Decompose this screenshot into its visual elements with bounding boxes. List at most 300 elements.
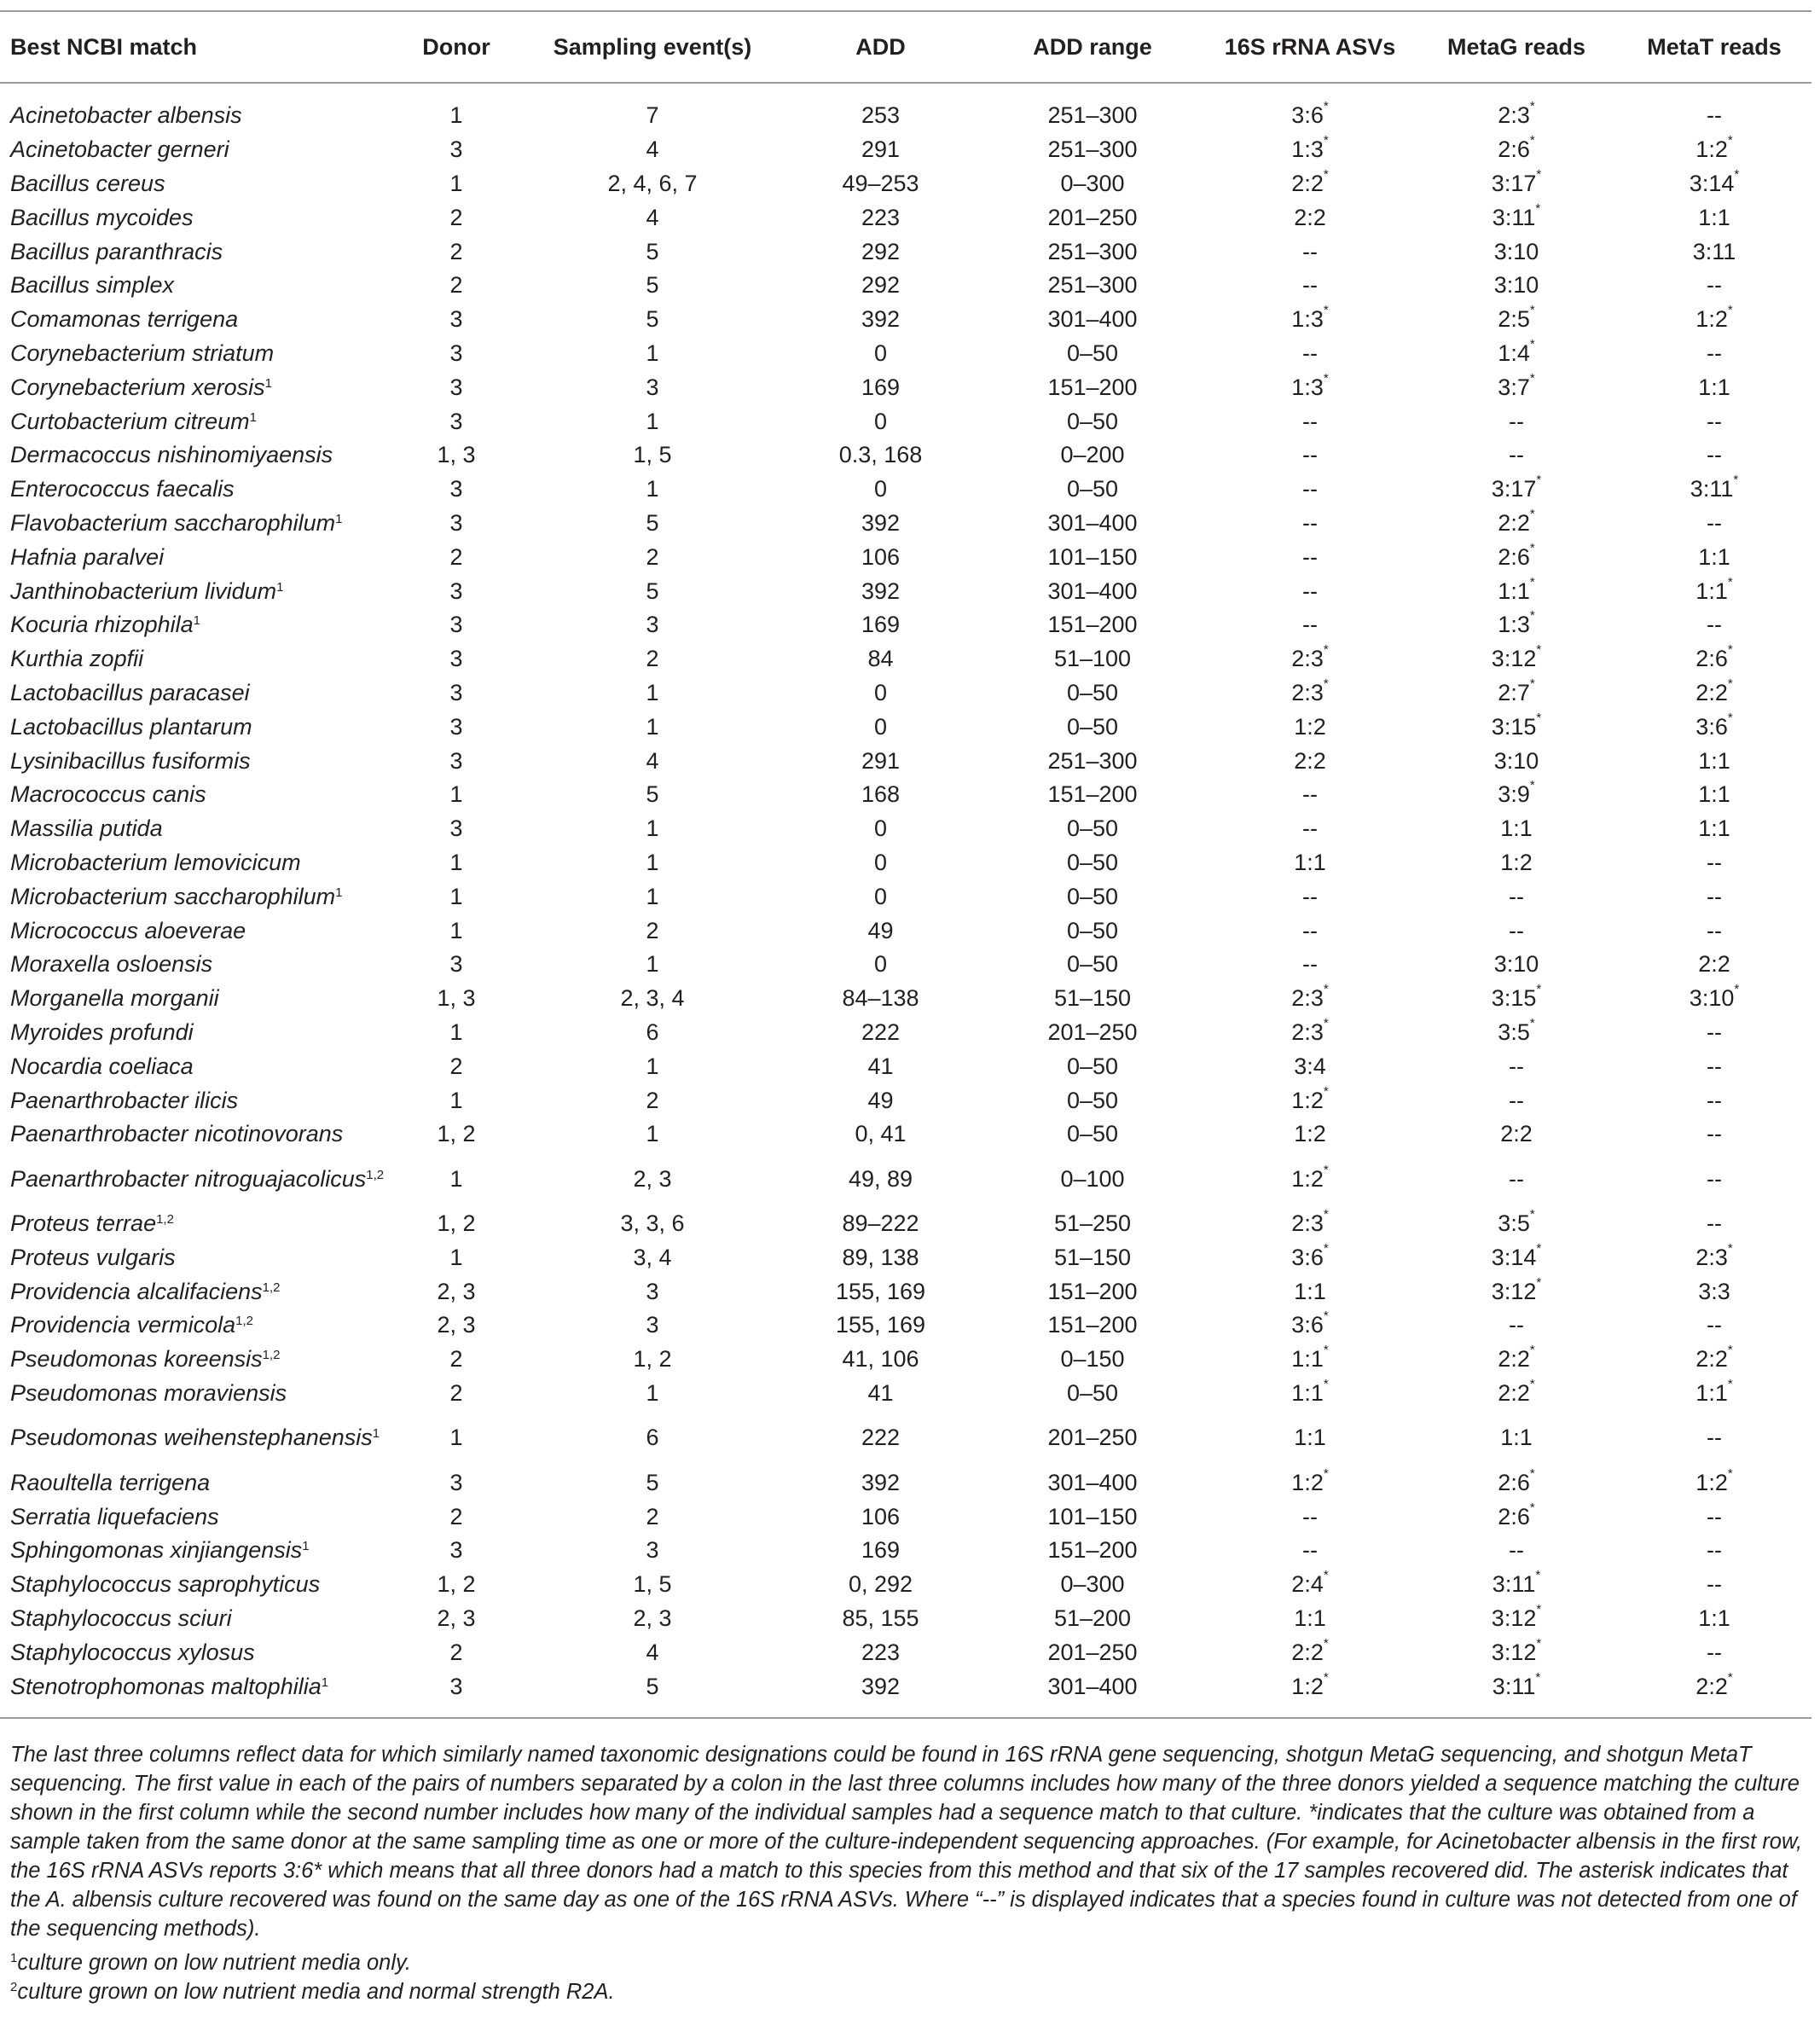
footnote-2-mark: 2 (10, 1980, 18, 1994)
add-cell: 0 (873, 849, 888, 875)
add-range-cell: 51–150 (1053, 1244, 1132, 1270)
metat-cell: 1:1 (1698, 815, 1730, 842)
sampling-events-cell: 5 (646, 509, 659, 536)
species-name-cell (0, 1669, 388, 1718)
asterisk-marker: * (1529, 540, 1535, 555)
add-cell: 0 (873, 340, 888, 366)
species-name: Sphingomonas xinjiangensis (10, 1537, 303, 1564)
asterisk-marker: * (1529, 778, 1535, 793)
add-range-cell: 0–50 (1066, 951, 1119, 978)
donor-cell: 3 (449, 374, 463, 400)
donor-cell: 1, 3 (437, 985, 476, 1012)
header-donor: Donor (388, 11, 525, 83)
asterisk-marker: * (1734, 166, 1740, 182)
donor-cell: 1, 2 (437, 1210, 476, 1237)
add-range-cell: 0–50 (1066, 1121, 1119, 1147)
table-row (0, 914, 1811, 948)
asterisk-marker: * (1727, 574, 1733, 589)
add-cell: 155, 169 (835, 1312, 926, 1338)
asterisk-marker: * (1727, 642, 1733, 658)
metat-cell: 2:2 (1698, 951, 1730, 978)
table-row (0, 1466, 1811, 1500)
metat-cell: -- (1707, 1425, 1722, 1451)
add-cell: 0 (873, 679, 888, 705)
asterisk-marker: * (1323, 642, 1329, 658)
asv-cell: 1:2 (1294, 713, 1326, 740)
asv-cell: -- (1302, 272, 1318, 299)
species-name: Bacillus simplex (10, 272, 175, 299)
species-name: Stenotrophomonas maltophilia (10, 1673, 322, 1699)
species-name: Pseudomonas weihenstephanensis (10, 1425, 373, 1451)
add-range-cell: 0–50 (1066, 679, 1119, 705)
sampling-events-cell: 4 (646, 1639, 659, 1665)
asterisk-marker: * (1535, 200, 1541, 216)
footnote-marker: 1 (372, 1426, 380, 1442)
metag-cell: -- (1509, 1312, 1524, 1338)
species-name: Kocuria rhizophila (10, 612, 194, 638)
metat-cell: -- (1707, 1537, 1722, 1564)
add-range-cell: 201–250 (1047, 1019, 1138, 1045)
add-range-cell: 151–200 (1047, 612, 1138, 638)
table-row (0, 404, 1811, 438)
species-name: Myroides profundi (10, 1019, 194, 1045)
species-name-cell (0, 337, 388, 371)
asterisk-marker: * (1536, 1602, 1542, 1617)
species-name-cell (0, 1083, 388, 1117)
species-name: Staphylococcus xylosus (10, 1639, 255, 1665)
asterisk-marker: * (1536, 166, 1542, 182)
table-row (0, 1117, 1811, 1152)
metat-cell: 2:2* (1617, 1669, 1811, 1718)
add-cell: 392 (861, 306, 901, 333)
sampling-events-cell: 5 (646, 272, 659, 299)
metag-cell: 3:12* (1491, 642, 1542, 672)
sampling-events-cell: 1 (646, 679, 659, 705)
footnote-marker: 1 (335, 885, 343, 900)
species-name-cell (0, 710, 388, 744)
add-range-cell: 151–200 (1047, 1537, 1138, 1564)
sampling-events-cell: 1, 2 (633, 1346, 672, 1373)
metat-cell: 1:2* (1695, 1466, 1733, 1495)
add-cell: 222 (861, 1425, 901, 1451)
asterisk-marker: * (1323, 99, 1329, 114)
sampling-events-cell: 7 (646, 102, 659, 129)
add-range-cell: 0–200 (1060, 442, 1125, 468)
species-name-cell (0, 507, 388, 541)
footnote-marker: 1 (249, 409, 257, 425)
donor-cell: 3 (449, 679, 463, 705)
sampling-events-cell: 3 (646, 612, 659, 638)
metag-cell: -- (1509, 1087, 1524, 1113)
metag-cell: -- (1509, 917, 1524, 943)
metat-cell: -- (1707, 442, 1722, 468)
add-cell: 291 (861, 747, 901, 774)
metat-cell: -- (1707, 509, 1722, 536)
metat-cell: 1:1* (1695, 574, 1733, 604)
table-row (0, 1602, 1811, 1636)
asv-cell: 1:2* (1204, 1669, 1416, 1718)
donor-cell: 3 (449, 408, 463, 434)
metag-cell: 2:2* (1498, 1343, 1535, 1373)
table-row (0, 1016, 1811, 1050)
species-name: Pseudomonas moraviensis (10, 1380, 287, 1407)
header-16s-rrna-asvs: 16S rRNA ASVs (1204, 11, 1416, 83)
table-row (0, 438, 1811, 473)
asterisk-marker: * (1323, 1377, 1329, 1392)
add-range-cell: 0–50 (1066, 917, 1119, 943)
metag-cell: 3:10 (1493, 238, 1539, 264)
species-name: Acinetobacter albensis (10, 102, 242, 129)
sampling-events-cell: 6 (646, 1019, 659, 1045)
donor-cell: 1 (449, 781, 463, 808)
asterisk-marker: * (1323, 1466, 1329, 1481)
asterisk-marker: * (1529, 1207, 1535, 1222)
asv-cell: -- (1302, 238, 1318, 264)
metag-cell: 2:7* (1498, 676, 1535, 705)
table-row (0, 778, 1811, 812)
asterisk-marker: * (1536, 642, 1542, 658)
sampling-events-cell: 1, 5 (633, 1571, 672, 1598)
metag-cell: 1:4* (1498, 336, 1535, 366)
metat-cell: 1:2* (1695, 133, 1733, 163)
metat-cell: 3:11 (1692, 238, 1736, 264)
species-name-cell (0, 1466, 388, 1500)
add-cell: 392 (861, 509, 901, 536)
asterisk-marker: * (1727, 133, 1733, 148)
add-cell: 106 (861, 1503, 901, 1529)
metat-cell: 1:1 (1698, 543, 1730, 570)
donor-cell: 2 (449, 1346, 463, 1373)
add-range-cell: 0–50 (1066, 1380, 1119, 1407)
species-name: Morganella morganii (10, 985, 219, 1012)
table-row (0, 133, 1811, 167)
species-name: Raoultella terrigena (10, 1469, 211, 1495)
table-row (0, 982, 1811, 1016)
asterisk-marker: * (1323, 1162, 1329, 1177)
add-cell: 392 (780, 1669, 981, 1718)
add-cell: 49 (867, 917, 894, 943)
species-name: Lactobacillus paracasei (10, 679, 250, 705)
add-cell: 0 (873, 713, 888, 740)
asterisk-marker: * (1529, 336, 1535, 351)
table-row (0, 269, 1811, 303)
species-table (0, 10, 1811, 1719)
donor-cell: 3 (449, 1537, 463, 1564)
metat-cell: 2:2* (1695, 676, 1733, 705)
asv-cell: -- (1302, 543, 1318, 570)
metag-cell: 3:11* (1492, 1568, 1541, 1598)
add-range-cell: 0–50 (1066, 713, 1119, 740)
donor-cell: 3 (449, 509, 463, 536)
donor-cell: 3 (449, 136, 463, 163)
metat-cell: 3:10* (1689, 982, 1740, 1012)
sampling-events-cell: 1 (646, 713, 659, 740)
asv-cell: 1:1* (1291, 1377, 1329, 1407)
add-cell: 0 (873, 476, 888, 502)
asterisk-marker: * (1323, 303, 1329, 318)
asv-cell: 1:3* (1291, 133, 1329, 163)
species-name: Lysinibacillus fusiformis (10, 747, 251, 774)
species-name: Serratia liquefaciens (10, 1503, 219, 1529)
add-cell: 89, 138 (842, 1244, 919, 1270)
metag-cell: 3:9* (1498, 778, 1535, 808)
asterisk-marker: * (1727, 303, 1733, 318)
species-name-cell (0, 676, 388, 711)
species-name-cell (0, 1241, 388, 1275)
sampling-events-cell: 2 (646, 1503, 659, 1529)
table-row (0, 235, 1811, 269)
metag-cell: -- (1509, 408, 1524, 434)
metag-cell: 1:1 (1500, 815, 1533, 842)
add-range-cell: 51–100 (1053, 646, 1132, 672)
add-range-cell: 251–300 (1047, 102, 1138, 129)
asterisk-marker: * (1529, 506, 1535, 521)
species-name-cell (0, 303, 388, 337)
species-name: Janthinobacterium lividum (10, 577, 277, 604)
species-name-cell (0, 1309, 388, 1343)
add-range-cell: 301–400 (981, 1669, 1204, 1718)
metat-cell: -- (1707, 1210, 1722, 1237)
species-name: Acinetobacter gerneri (10, 136, 229, 163)
donor-cell: 3 (449, 1469, 463, 1495)
metat-cell: -- (1707, 883, 1722, 909)
species-name-cell (0, 1152, 388, 1207)
footnote-1 (10, 1948, 1810, 1977)
metat-cell: -- (1707, 408, 1722, 434)
donor-cell: 2, 3 (437, 1278, 476, 1304)
species-name-cell (0, 1377, 388, 1411)
metag-cell: 3:7* (1498, 370, 1535, 400)
donor-cell: 2 (449, 1503, 463, 1529)
species-name-cell (0, 1049, 388, 1083)
header-row (0, 11, 1811, 83)
table-row (0, 370, 1811, 404)
table-row (0, 1241, 1811, 1275)
asv-cell: 1:1 (1294, 1278, 1326, 1304)
table-row (0, 574, 1811, 608)
metag-cell: 3:11* (1492, 200, 1541, 230)
sampling-events-cell: 2, 3 (633, 1165, 672, 1192)
add-range-cell: 101–150 (1047, 1503, 1138, 1529)
species-name-cell (0, 1500, 388, 1534)
asv-cell: -- (1302, 781, 1318, 808)
add-range-cell: 101–150 (1047, 543, 1138, 570)
sampling-events-cell: 1 (646, 815, 659, 842)
species-name-cell (0, 235, 388, 269)
asterisk-marker: * (1529, 1343, 1535, 1358)
sampling-events-cell: 1 (646, 1121, 659, 1147)
metat-cell: -- (1707, 272, 1722, 299)
sampling-events-cell: 3 (646, 1278, 659, 1304)
table-row (0, 710, 1811, 744)
sampling-events-cell: 2 (646, 1087, 659, 1113)
species-name: Providencia vermicola (10, 1312, 236, 1338)
asv-cell: -- (1302, 442, 1318, 468)
table-row (0, 1377, 1811, 1411)
species-name: Corynebacterium striatum (10, 340, 275, 366)
metat-cell: 1:1 (1698, 747, 1730, 774)
table-note: The last three columns reflect data for which similarly named taxonomic designations could be found in 16S rRNA gene sequencing, shotgun MetaG sequencing, and shotgun MetaT sequencing. The first value in each of the pairs of numbers separated by a colon in the last three columns includes how many of the three donors yielded a sequence matching the culture shown in the first column while the second number includes how many of the individual samples had a sequence match to that culture. *indicates that the culture was obtained from a sample taken from the same donor at the same sampling time as one or more of the culture-independent sequencing approaches. (For example, for Acinetobacter albensis in the first row, the 16S rRNA ASVs reports 3:6* which means that all three donors had a match to this species from this method and that six of the 17 samples recovered did. The asterisk indicates that the A. albensis culture recovered was found on the same day as one of the 16S rRNA ASVs. Where “--” is displayed indicates that a species found in culture was not detected from one of the sequencing methods). (10, 1743, 1803, 1941)
add-cell: 41 (867, 1053, 894, 1079)
metag-cell: 3:15* (1491, 710, 1542, 740)
sampling-events-cell: 1, 5 (633, 442, 672, 468)
asv-cell: 3:6* (1291, 1309, 1329, 1338)
donor-cell: 1, 2 (437, 1571, 476, 1598)
donor-cell: 1 (449, 1244, 463, 1270)
asterisk-marker: * (1727, 710, 1733, 725)
asterisk-marker: * (1535, 1568, 1541, 1583)
footnote-marker: 1 (193, 613, 200, 629)
species-name: Pseudomonas koreensis (10, 1346, 263, 1373)
sampling-events-cell: 3 (646, 374, 659, 400)
asv-cell: -- (1302, 577, 1318, 604)
footnote-marker: 1 (335, 511, 343, 526)
species-name: Paenarthrobacter nicotinovorans (10, 1121, 344, 1147)
donor-cell: 1, 3 (437, 442, 476, 468)
species-name: Comamonas terrigena (10, 306, 239, 333)
asterisk-marker: * (1323, 1309, 1329, 1324)
metat-cell: -- (1707, 1019, 1722, 1045)
add-range-cell: 51–250 (1053, 1210, 1132, 1237)
add-range-cell: 0–50 (1066, 476, 1119, 502)
metag-cell: 3:12* (1491, 1274, 1542, 1304)
metag-cell: 1:1* (1498, 574, 1535, 604)
add-cell: 84 (867, 646, 894, 672)
metat-cell: -- (1707, 612, 1722, 638)
asv-cell: 2:2* (1291, 1635, 1329, 1665)
species-name-cell (0, 642, 388, 676)
donor-cell: 3 (449, 306, 463, 333)
add-range-cell: 51–150 (1053, 985, 1132, 1012)
footnote-2-text: culture grown on low nutrient media and normal strength R2A. (17, 1980, 615, 2004)
asterisk-marker: * (1536, 710, 1542, 725)
asv-cell: 1:1 (1294, 849, 1326, 875)
asterisk-marker: * (1323, 370, 1329, 386)
asv-cell: 1:2* (1291, 1083, 1329, 1113)
species-name-cell (0, 1117, 388, 1152)
table-row (0, 1152, 1811, 1207)
sampling-events-cell: 4 (646, 136, 659, 163)
donor-cell: 2 (449, 204, 463, 230)
asv-cell: -- (1302, 408, 1318, 434)
donor-cell: 3 (449, 815, 463, 842)
asterisk-marker: * (1727, 1466, 1733, 1481)
donor-cell: 3 (449, 577, 463, 604)
asterisk-marker: * (1535, 1669, 1541, 1685)
table-row (0, 846, 1811, 880)
asv-cell: -- (1302, 476, 1318, 502)
add-cell: 41, 106 (842, 1346, 919, 1373)
metat-cell: 3:3 (1698, 1278, 1730, 1304)
footnote-marker: 1,2 (262, 1348, 281, 1363)
species-name-cell (0, 574, 388, 608)
footnote-marker: 1,2 (262, 1280, 281, 1295)
species-name: Lactobacillus plantarum (10, 713, 252, 740)
asterisk-marker: * (1529, 303, 1535, 318)
add-cell: 49 (867, 1087, 894, 1113)
species-name: Micrococcus aloeverae (10, 917, 246, 943)
add-cell: 41 (867, 1380, 894, 1407)
sampling-events-cell: 1 (646, 476, 659, 502)
asv-cell: 3:6* (1291, 1240, 1329, 1270)
species-name-cell (0, 200, 388, 235)
donor-cell: 2, 3 (437, 1605, 476, 1632)
asterisk-marker: * (1529, 1377, 1535, 1392)
species-name: Kurthia zopfii (10, 646, 144, 672)
add-cell: 84–138 (842, 985, 919, 1012)
metat-cell: 2:2* (1695, 1343, 1733, 1373)
metag-cell: 1:3* (1498, 608, 1535, 638)
add-range-cell: 0–100 (1060, 1165, 1125, 1192)
add-range-cell: 201–250 (1047, 204, 1138, 230)
footnote-marker: 1,2 (366, 1167, 385, 1182)
add-cell: 0, 41 (855, 1121, 907, 1147)
species-name: Massilia putida (10, 815, 163, 842)
asterisk-marker: * (1323, 133, 1329, 148)
species-name: Bacillus paranthracis (10, 238, 223, 264)
add-range-cell: 201–250 (1047, 1425, 1138, 1451)
sampling-events-cell: 3, 4 (633, 1244, 672, 1270)
sampling-events-cell: 2, 4, 6, 7 (607, 170, 698, 196)
metag-cell: 2:6* (1498, 1500, 1535, 1529)
table-row (0, 1669, 1811, 1718)
donor-cell: 1 (449, 1425, 463, 1451)
species-name-cell (0, 404, 388, 438)
add-range-cell: 0–300 (1060, 170, 1125, 196)
asterisk-marker: * (1727, 1669, 1733, 1685)
asterisk-marker: * (1323, 1240, 1329, 1256)
sampling-events-cell: 5 (646, 1469, 659, 1495)
table-row (0, 1343, 1811, 1377)
footnote-marker: 1 (276, 579, 284, 595)
add-range-cell: 0–50 (1066, 408, 1119, 434)
add-range-cell: 0–150 (1060, 1346, 1125, 1373)
metat-cell: -- (1707, 1087, 1722, 1113)
asterisk-marker: * (1727, 676, 1733, 691)
species-name-cell (0, 914, 388, 948)
metag-cell: 3:5* (1498, 1015, 1535, 1045)
table-row (0, 1309, 1811, 1343)
asterisk-marker: * (1536, 1274, 1542, 1290)
add-range-cell: 201–250 (1047, 1639, 1138, 1665)
table-row (0, 676, 1811, 711)
header-add: ADD (780, 11, 981, 83)
asterisk-marker: * (1323, 166, 1329, 182)
sampling-events-cell: 5 (646, 238, 659, 264)
add-cell: 0 (873, 883, 888, 909)
metag-cell: 3:12* (1491, 1602, 1542, 1632)
species-name-cell (0, 744, 388, 778)
donor-cell: 3 (449, 646, 463, 672)
asv-cell: 2:2 (1294, 204, 1326, 230)
species-name-cell (0, 812, 388, 846)
metat-cell: 1:2* (1695, 303, 1733, 333)
asv-cell: 2:2* (1291, 166, 1329, 196)
asv-cell: -- (1302, 951, 1318, 978)
add-cell: 0 (873, 815, 888, 842)
add-range-cell: 151–200 (1047, 781, 1138, 808)
table-row (0, 879, 1811, 914)
species-name: Moraxella osloensis (10, 951, 213, 978)
donor-cell: 1 (449, 1087, 463, 1113)
metag-cell: 3:10 (1493, 272, 1539, 299)
add-range-cell: 301–400 (1047, 577, 1138, 604)
asterisk-marker: * (1323, 1568, 1329, 1583)
asv-cell: 1:2 (1294, 1121, 1326, 1147)
footnote-2 (10, 1977, 1810, 2006)
asv-cell: 1:2* (1291, 1162, 1329, 1192)
sampling-events-cell: 1 (646, 883, 659, 909)
